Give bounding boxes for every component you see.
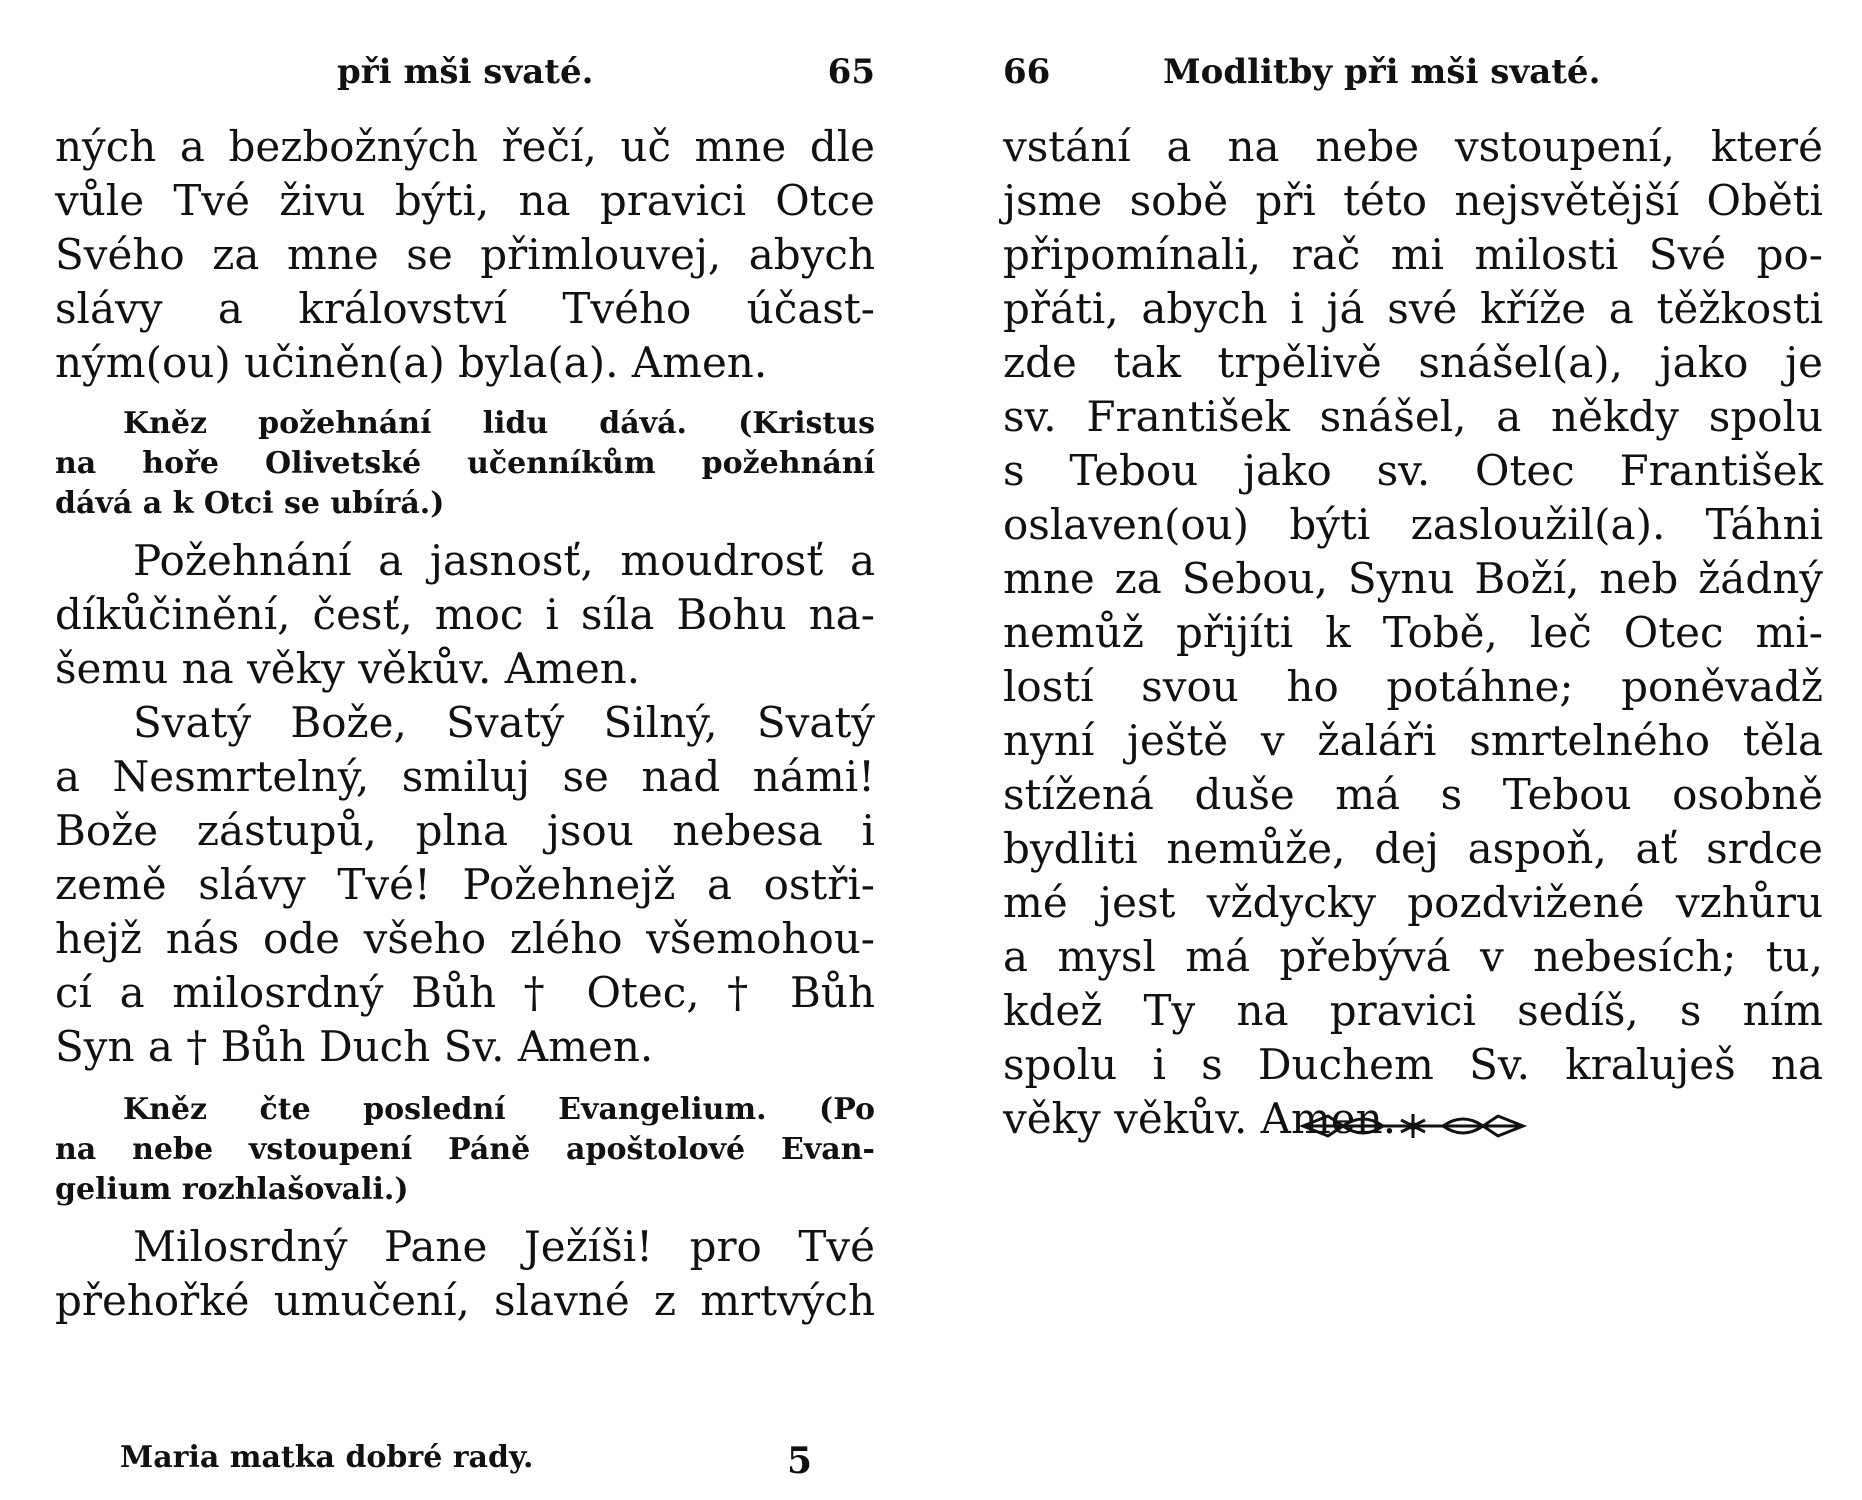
text-line: vstání a na nebe vstoupení, které: [1003, 122, 1823, 171]
right-page: [1003, 0, 1823, 1500]
rubric-line: Kněz čte poslední Evangelium. (Po: [123, 1092, 875, 1127]
paragraph-3: [55, 696, 875, 1074]
text-line: Svého za mne se přimlouvej, abych: [55, 230, 875, 279]
rubric-2: [55, 1090, 875, 1210]
decorative-end-ornament-icon: [1283, 1106, 1543, 1146]
text-line: země slávy Tvé! Požehnejž a ostři-: [55, 860, 875, 909]
text-line: přehořké umučení, slavné z mrtvých: [55, 1276, 875, 1325]
running-title: při mši svaté.: [337, 52, 594, 92]
right-page-body: [1003, 120, 1823, 1146]
text-line: díkůčinění, česť, moc i síla Bohu na-: [55, 590, 875, 639]
rubric-1: [55, 404, 875, 524]
text-line: Milosrdný Pane Ježíši! pro Tvé: [133, 1222, 875, 1271]
text-line: přáti, abych i já své kříže a těžkosti: [1003, 284, 1823, 333]
signature-number: 5: [787, 1440, 813, 1482]
text-line: hejž nás ode všeho zlého všemohou-: [55, 914, 875, 963]
left-page: [55, 0, 875, 1500]
text-line: cí a milosrdný Bůh † Otec, † Bůh: [55, 968, 875, 1017]
signature-mark: Maria matka dobré rady.: [120, 1440, 534, 1475]
left-page-body: [55, 120, 875, 1328]
text-line: bydliti nemůže, dej aspoň, ať srdce: [1003, 824, 1823, 873]
text-line: slávy a království Tvého účast-: [55, 284, 875, 333]
rubric-line: gelium rozhlašovali.): [55, 1172, 409, 1207]
page-number: 66: [1003, 52, 1051, 92]
text-line: Požehnání a jasnosť, moudrosť a: [133, 536, 875, 585]
text-line: jsme sobě při této nejsvětější Oběti: [1003, 176, 1823, 225]
text-line: a mysl má přebývá v nebesích; tu,: [1003, 932, 1823, 981]
text-line: ných a bezbožných řečí, uč mne dle: [55, 122, 875, 171]
text-line: mne za Sebou, Synu Boží, neb žádný: [1003, 554, 1823, 603]
text-line: mé jest vždycky pozdvižené vzhůru: [1003, 878, 1823, 927]
page-number: 65: [827, 52, 875, 92]
rubric-line: dává a k Otci se ubírá.): [55, 486, 445, 521]
paragraph-1: [1003, 120, 1823, 1146]
right-page-header: [1003, 52, 1823, 102]
text-line: vůle Tvé živu býti, na pravici Otce: [55, 176, 875, 225]
running-title: Modlitby při mši svaté.: [1163, 52, 1601, 92]
text-line: spolu i s Duchem Sv. kraluješ na: [1003, 1040, 1823, 1089]
text-line: sv. František snášel, a někdy spolu: [1003, 392, 1823, 441]
text-line: lostí svou ho potáhne; poněvadž: [1003, 662, 1823, 711]
text-line: Bože zástupů, plna jsou nebesa i: [55, 806, 875, 855]
text-line: nyní ještě v žaláři smrtelného těla: [1003, 716, 1823, 765]
text-line: šemu na věky věkův. Amen.: [55, 644, 641, 693]
text-line: stížená duše má s Tebou osobně: [1003, 770, 1823, 819]
text-line: Syn a † Bůh Duch Sv. Amen.: [55, 1022, 654, 1071]
rubric-line: na nebe vstoupení Páně apoštolové Evan-: [55, 1132, 875, 1167]
text-line: a Nesmrtelný, smiluj se nad námi!: [55, 752, 875, 801]
text-line: připomínali, rač mi milosti Své po-: [1003, 230, 1823, 279]
text-line: nemůž přijíti k Tobě, leč Otec mi-: [1003, 608, 1823, 657]
paragraph-4: [55, 1220, 875, 1328]
text-line: ným(ou) učiněn(a) byla(a). Amen.: [55, 338, 768, 387]
left-page-footer: [55, 1440, 875, 1485]
paragraph-2: [55, 534, 875, 696]
text-line: věky věkův. Amen.: [1003, 1094, 1397, 1143]
left-page-header: [55, 52, 875, 102]
paragraph-1: [55, 120, 875, 390]
rubric-line: na hoře Olivetské učenníkům požehnání: [55, 446, 875, 481]
text-line: s Tebou jako sv. Otec František: [1003, 446, 1823, 495]
rubric-line: Kněz požehnání lidu dává. (Kristus: [123, 406, 875, 441]
text-line: oslaven(ou) býti zasloužil(a). Táhni: [1003, 500, 1823, 549]
text-line: kdež Ty na pravici sedíš, s ním: [1003, 986, 1823, 1035]
text-line: Svatý Bože, Svatý Silný, Svatý: [133, 698, 875, 747]
text-line: zde tak trpělivě snášel(a), jako je: [1003, 338, 1823, 387]
